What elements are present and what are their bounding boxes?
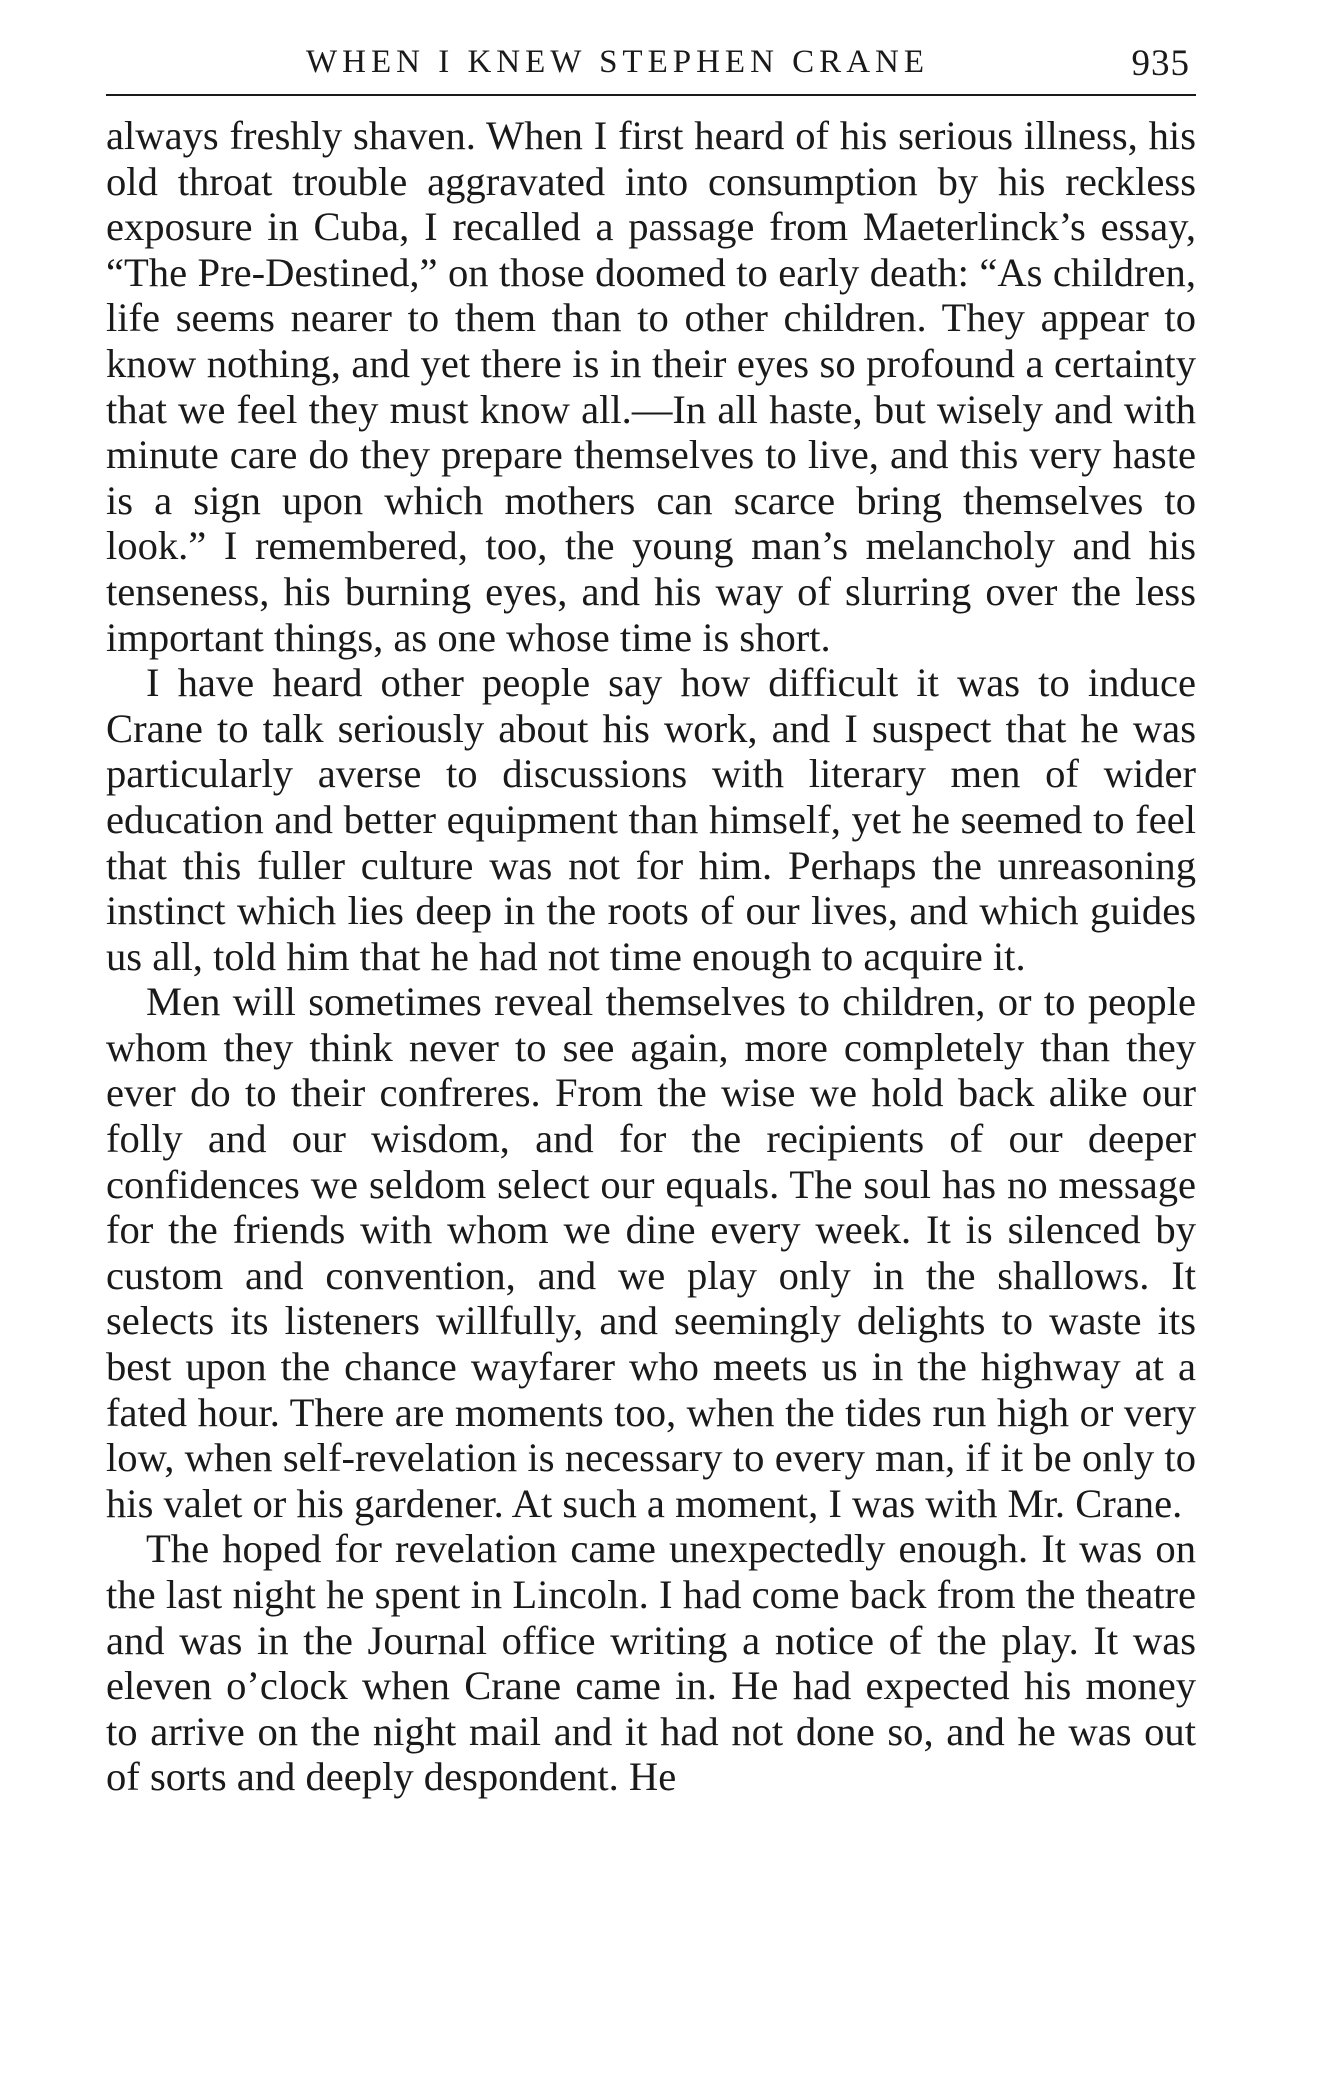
- paragraph: The hoped for revelation came unexpectedly enough. It was on the last night he spent in Lincoln. I had come back from the theatre and was in the Journal office writing a notice of the play. It was eleven o’clock when Crane came in. He had expected his money to arrive on the night mail and it had not done so, and he was out of sorts and deeply despondent. He: [106, 1526, 1196, 1800]
- body-text: [106, 113, 1196, 1800]
- paragraph-continued: always freshly shaven. When I first heard of his serious illness, his old throat trouble aggravated into consumption by his reckless exposure in Cuba, I recalled a passage from Maeterlinck’s essay, “The Pre-Destined,” on those doomed to early death: “As children, life seems nearer to them than to other children. They appear to know nothing, and yet there is in their eyes so profound a certainty that we feel they must know all.—In all haste, but wisely and with minute care do they prepare themselves to live, and this very haste is a sign upon which mothers can scarce bring themselves to look.” I remembered, too, the young man’s melancholy and his tenseness, his burning eyes, and his way of slurring over the less important things, as one whose time is short.: [106, 113, 1196, 660]
- running-head: [106, 38, 1196, 96]
- paragraph: I have heard other people say how difficult it was to induce Crane to talk seriously about his work, and I suspect that he was particularly averse to discussions with literary men of wider education and better equipment than himself, yet he seemed to feel that this fuller culture was not for him. Perhaps the unreasoning instinct which lies deep in the roots of our lives, and which guides us all, told him that he had not time enough to acquire it.: [106, 660, 1196, 979]
- paragraph: Men will sometimes reveal themselves to children, or to people whom they think never to see again, more completely than they ever do to their confreres. From the wise we hold back alike our folly and our wisdom, and for the recipients of our deeper confidences we seldom select our equals. The soul has no message for the friends with whom we dine every week. It is silenced by custom and convention, and we play only in the shallows. It selects its listeners willfully, and seemingly delights to waste its best upon the chance wayfarer who meets us in the highway at a fated hour. There are moments too, when the tides run high or very low, when self-revelation is necessary to every man, if it be only to his valet or his gardener. At such a moment, I was with Mr. Crane.: [106, 979, 1196, 1526]
- running-title: WHEN I KNEW STEPHEN CRANE: [306, 44, 930, 80]
- page-number: 935: [1131, 43, 1190, 84]
